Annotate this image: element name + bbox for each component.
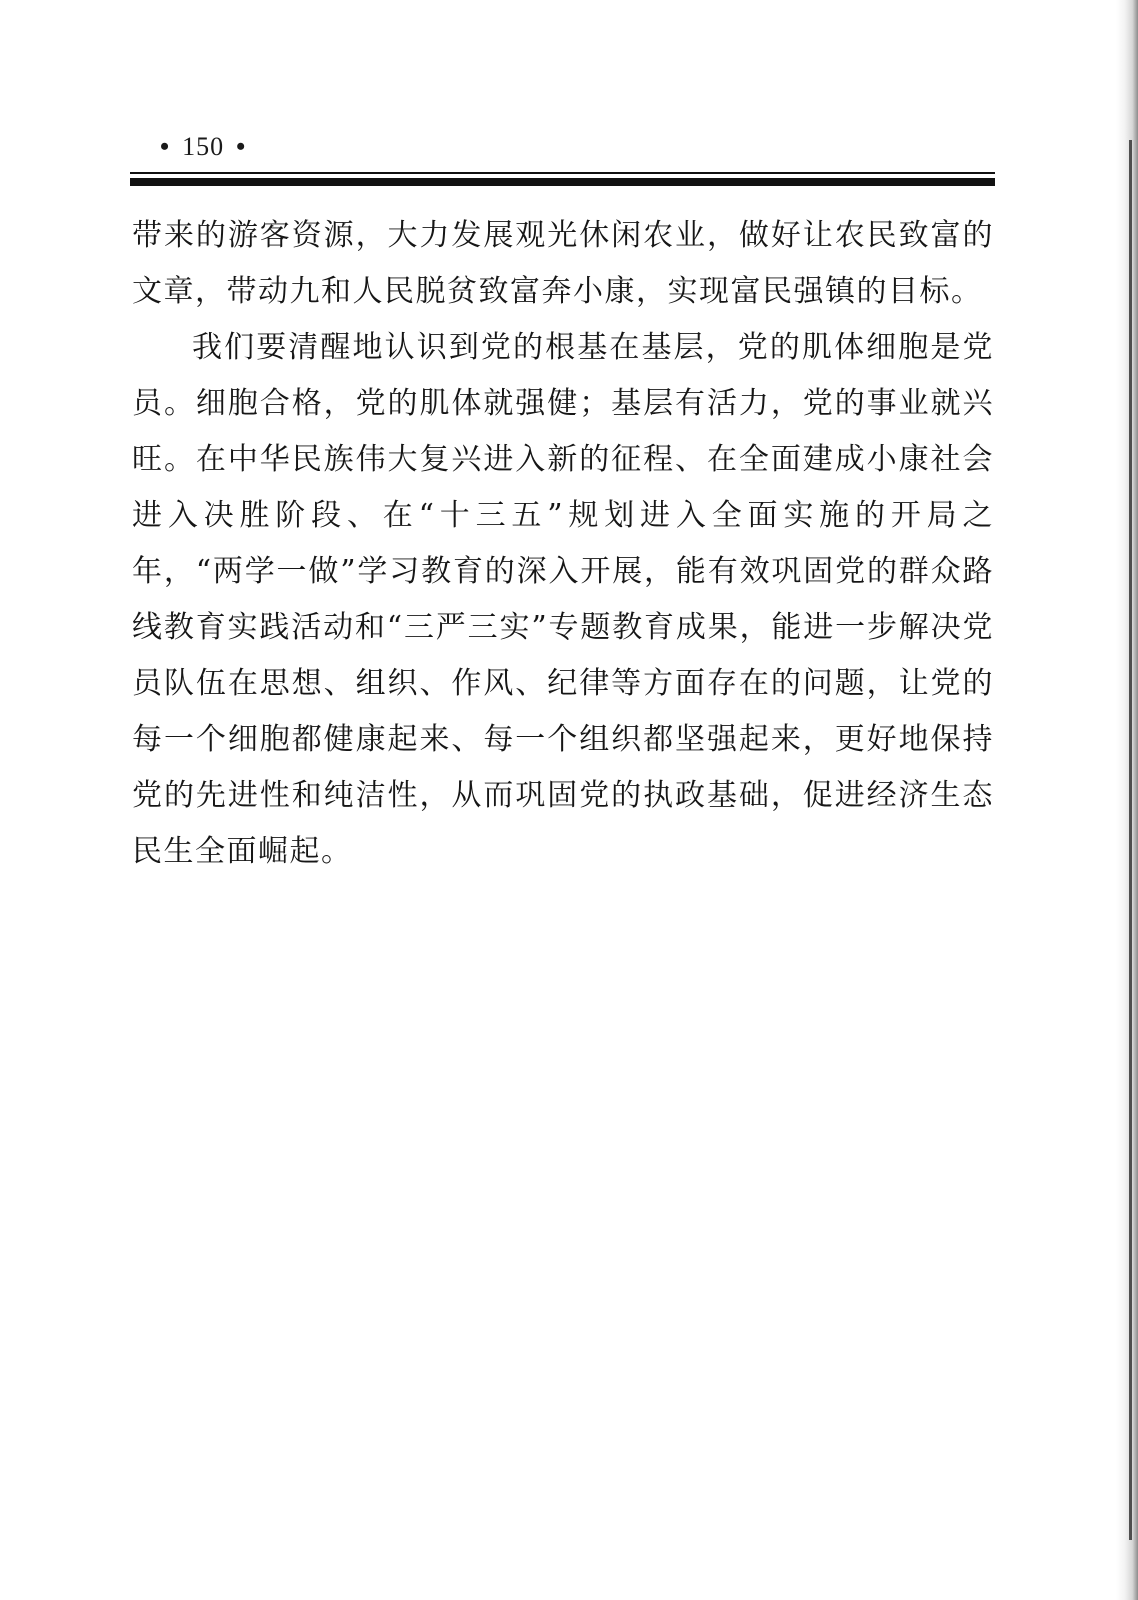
body-text <box>132 208 994 880</box>
header-dot-left: • <box>160 132 171 161</box>
page-number-value: 150 <box>182 132 225 161</box>
page-header <box>130 132 995 192</box>
header-rule-thick <box>130 178 995 186</box>
page-number <box>148 132 258 162</box>
paragraph-continued: 带来的游客资源，大力发展观光休闲农业，做好让农民致富的文章，带动九和人民脱贫致富奔小康，实现富民强镇的目标。 <box>132 218 994 309</box>
binding-edge <box>1129 140 1132 1540</box>
binding-shadow <box>1116 0 1138 1600</box>
paragraph: 我们要清醒地认识到党的根基在基层，党的肌体细胞是党员。细胞合格，党的肌体就强健；基层有活力，党的事业就兴旺。在中华民族伟大复兴进入新的征程、在全面建成小康社会进入决胜阶段、在“十三五”规划进入全面实施的开局之年，“两学一做”学习教育的深入开展，能有效巩固党的群众路线教育实践活动和“三严三实”专题教育成果，能进一步解决党员队伍在思想、组织、作风、纪律等方面存在的问题，让党的每一个细胞都健康起来、每一个组织都坚强起来，更好地保持党的先进性和纯洁性，从而巩固党的执政基础，促进经济生态民生全面崛起。 <box>132 330 994 869</box>
header-dot-right: • <box>236 132 247 161</box>
header-rule-thin <box>130 172 995 174</box>
